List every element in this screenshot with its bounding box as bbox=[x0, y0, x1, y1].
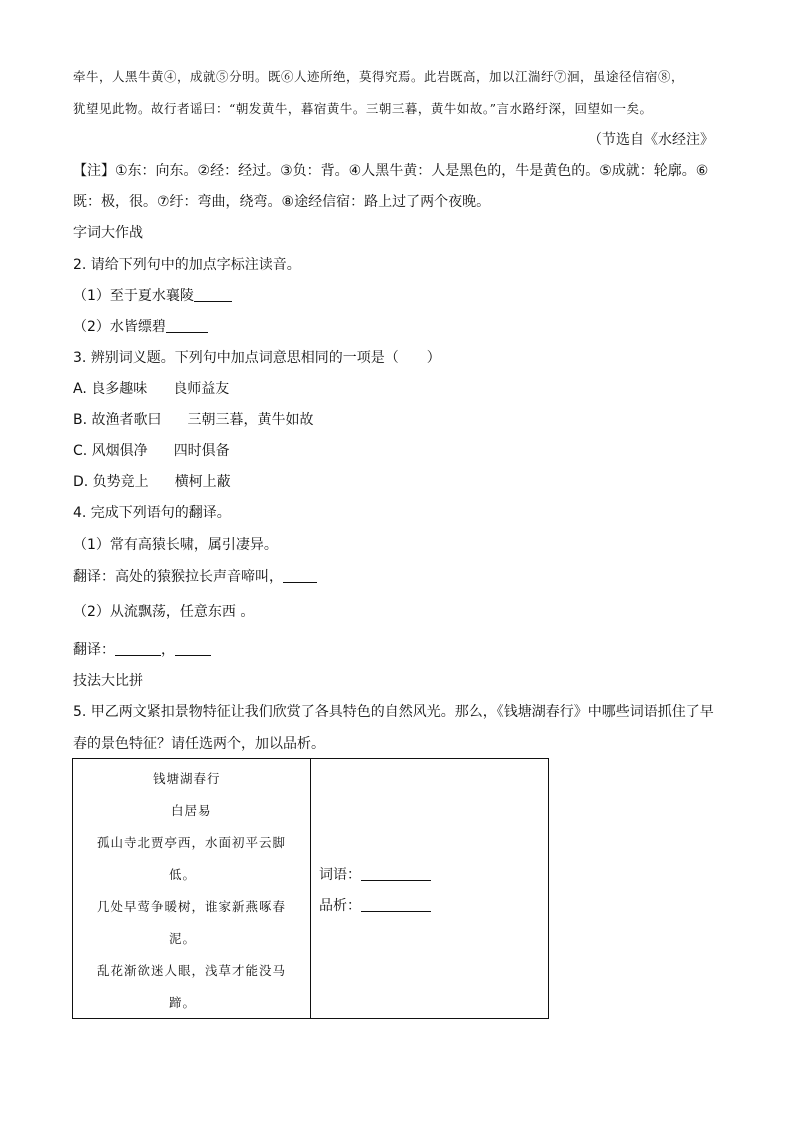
q3-option-c[interactable] bbox=[73, 441, 230, 461]
q3-option-b-left: B. 故渔者歌曰 bbox=[73, 412, 162, 428]
section-heading-technique: 技法大比拼 bbox=[73, 673, 143, 689]
q4-translation-1-text: 翻译：高处的猿猴拉长声音啼叫， bbox=[73, 569, 283, 585]
q3-option-b-right: 三朝三暮，黄牛如故 bbox=[187, 412, 314, 428]
answer-word-label: 词语： bbox=[319, 867, 361, 883]
poem-line-3b: 蹄。 bbox=[169, 995, 197, 1010]
answer-word-row bbox=[319, 865, 431, 885]
q3-option-d-right: 横柯上蔽 bbox=[174, 474, 231, 490]
q3-option-c-left: C. 风烟俱净 bbox=[73, 443, 148, 459]
q3-option-a-left: A. 良多趣味 bbox=[73, 381, 148, 397]
q2-stem: 2. 请给下列句中的加点字标注读音。 bbox=[73, 257, 301, 273]
q2-item-1 bbox=[73, 286, 232, 306]
q3-option-b[interactable] bbox=[73, 410, 314, 430]
q3-option-d[interactable] bbox=[73, 472, 231, 492]
poem-line-2a: 几处早莺争暖树，谁家新燕啄春 bbox=[97, 899, 287, 914]
notes-line-1: 【注】①东：向东。②经：经过。③负：背。④人黑牛黄：人是黑色的，牛是黄色的。⑤成就：轮廓。⑥ bbox=[73, 163, 709, 179]
passage-line-2: 犹望见此物。故行者谣曰：“朝发黄牛，暮宿黄牛。三朝三暮，黄牛如故。”言水路纡深，回望如一矣。 bbox=[73, 101, 653, 116]
q2-item-2-text: （2）水皆缥碧 bbox=[73, 319, 166, 335]
passage-source: （节选自《水经注》 bbox=[588, 132, 714, 148]
q3-option-a[interactable] bbox=[73, 379, 229, 399]
poem-title: 钱塘湖春行 bbox=[153, 771, 221, 786]
q4-blank-2b[interactable] bbox=[175, 641, 211, 656]
q4-item-1: （1）常有高猿长啸，属引凄异。 bbox=[73, 537, 278, 553]
q2-blank-1[interactable] bbox=[194, 287, 232, 302]
passage-line-1: 牵牛，人黑牛黄④，成就⑤分明。既⑥人迹所绝，莫得究焉。此岩既高，加以江湍纡⑦洄，虽途径信宿⑧， bbox=[73, 69, 685, 84]
q3-option-c-right: 四时俱备 bbox=[173, 443, 230, 459]
poem-author: 白居易 bbox=[171, 803, 212, 818]
q4-blank-1[interactable] bbox=[283, 568, 317, 583]
q4-translation-1 bbox=[73, 567, 317, 587]
q2-blank-2[interactable] bbox=[166, 318, 208, 333]
answer-cell bbox=[311, 759, 549, 1019]
poem-line-2b: 泥。 bbox=[169, 931, 197, 946]
answer-analysis-row bbox=[319, 896, 431, 916]
q5-line-1: 5. 甲乙两文紧扣景物特征让我们欣赏了各具特色的自然风光。那么，《钱塘湖春行》中哪些词语抓住了早 bbox=[73, 704, 714, 720]
q4-item-2: （2）从流飘荡，任意东西 。 bbox=[73, 604, 255, 620]
poem-line-3a: 乱花渐欲迷人眼，浅草才能没马 bbox=[97, 963, 287, 978]
q4-translation-2-label: 翻译： bbox=[73, 642, 115, 658]
q2-item-2 bbox=[73, 317, 208, 337]
answer-analysis-label: 品析： bbox=[319, 898, 361, 914]
q4-stem: 4. 完成下列语句的翻译。 bbox=[73, 505, 231, 521]
q2-item-1-text: （1）至于夏水襄陵 bbox=[73, 288, 194, 304]
poem-line-1b: 低。 bbox=[169, 867, 197, 882]
q3-option-a-right: 良师益友 bbox=[173, 381, 230, 397]
q5-line-2: 春的景色特征？请任选两个，加以品析。 bbox=[73, 736, 325, 752]
q3-option-d-left: D. 负势竞上 bbox=[73, 474, 149, 490]
poem-line-1a: 孤山寺北贾亭西，水面初平云脚 bbox=[97, 835, 287, 850]
q4-blank-2a[interactable] bbox=[115, 641, 161, 656]
q3-stem: 3. 辨别词义题。下列句中加点词意思相同的一项是（ ） bbox=[73, 350, 441, 366]
section-heading-vocab: 字词大作战 bbox=[73, 225, 143, 241]
notes-line-2: 既：极，很。⑦纡：弯曲，绕弯。⑧途经信宿：路上过了两个夜晚。 bbox=[73, 194, 491, 210]
poem-cell bbox=[73, 759, 311, 1019]
answer-word-blank[interactable] bbox=[361, 866, 431, 881]
q4-translation-2 bbox=[73, 640, 211, 660]
answer-analysis-blank[interactable] bbox=[361, 897, 431, 912]
poem-answer-table bbox=[72, 758, 549, 1019]
q4-comma: ， bbox=[161, 642, 175, 658]
